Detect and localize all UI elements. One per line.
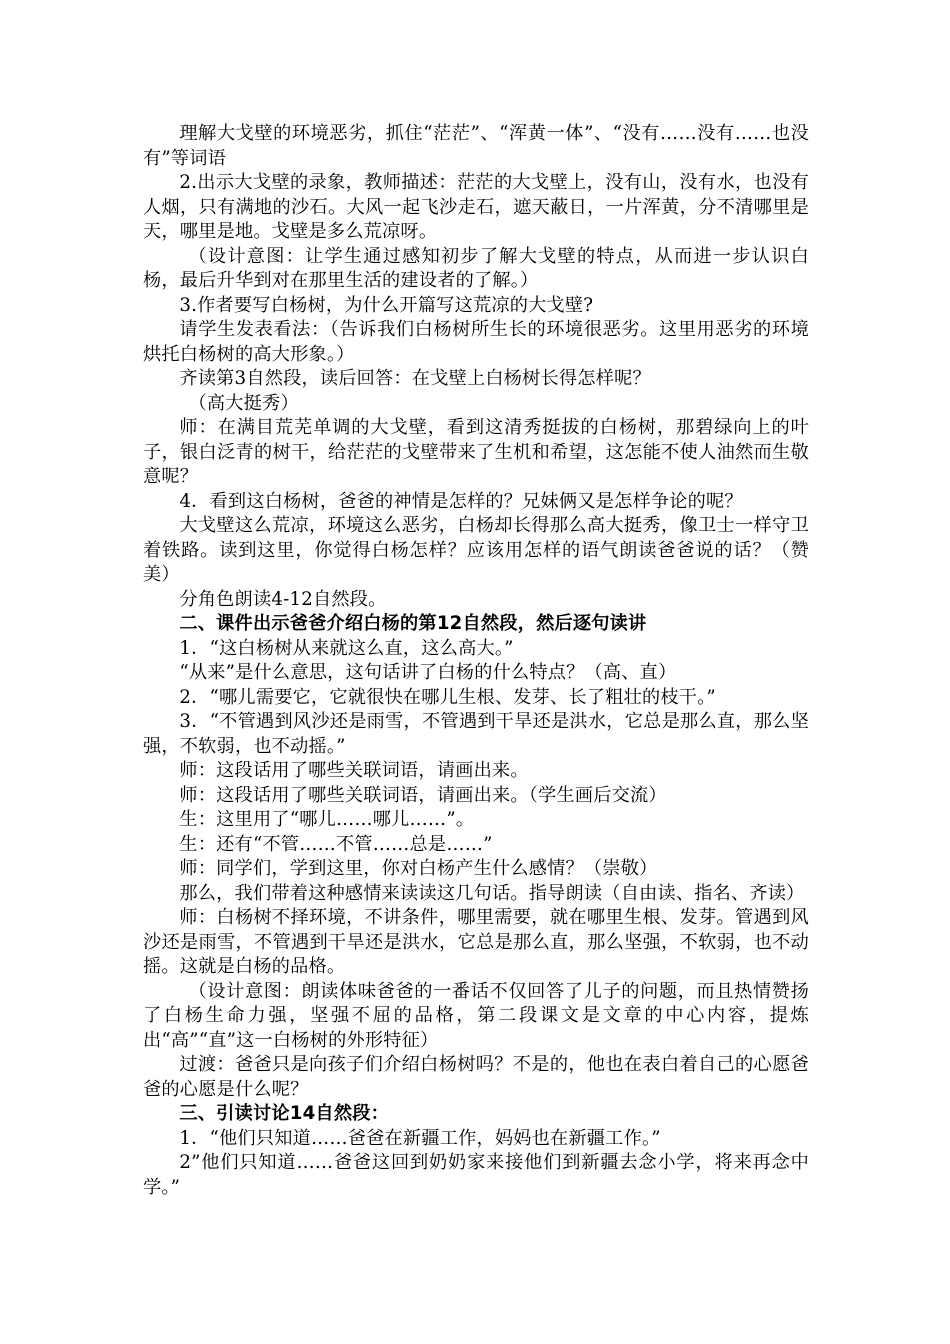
paragraph: 过渡：爸爸只是向孩子们介绍白杨树吗？不是的，他也在表白着自己的心愿爸爸的心愿是什么呢？: [143, 1054, 809, 1100]
section-heading: 二、课件出示爸爸介绍白杨的第12自然段，然后逐句读讲: [179, 613, 647, 634]
paragraph: 请学生发表看法：（告诉我们白杨树所生长的环境很恶劣。这里用恶劣的环境烘托白杨树的高大形象。）: [143, 319, 809, 365]
paragraph: 那么，我们带着这种感情来读读这几句话。指导朗读（自由读、指名、齐读）: [179, 882, 805, 904]
paragraph: 2”他们只知道……爸爸这回到奶奶家来接他们到新疆去念小学，将来再念中学。”: [143, 1152, 809, 1198]
paragraph: 齐读第3自然段，读后回答：在戈壁上白杨树长得怎样呢？: [179, 368, 651, 389]
section-heading: 三、引读讨论14自然段：: [179, 1103, 389, 1124]
paragraph: 分角色朗读4-12自然段。: [179, 588, 387, 610]
paragraph: 生：这里用了“哪儿……哪儿……”。: [179, 809, 475, 830]
paragraph: 师：同学们，学到这里，你对白杨产生什么感情？（崇敬）: [179, 858, 658, 879]
paragraph: “从来”是什么意思，这句话讲了白杨的什么特点？（高、直）: [179, 662, 677, 683]
document-page: [143, 122, 809, 1200]
paragraph: 2.出示大戈壁的录象，教师描述：茫茫的大戈壁上，没有山，没有水，也没有人烟，只有满地的沙石。大风一起飞沙走石，遮天蔽日，一片浑黄，分不清哪里是天，哪里是地。戈壁是多么荒凉呀。: [143, 172, 809, 242]
paragraph: 理解大戈壁的环境恶劣，抓住“茫茫”、“浑黄一体”、“没有……没有……也没有”等词语: [143, 123, 809, 169]
paragraph: 1．“这白杨树从来就这么直，这么高大。”: [179, 637, 514, 659]
paragraph: 师：这段话用了哪些关联词语，请画出来。: [179, 760, 529, 781]
paragraph: 师：这段话用了哪些关联词语，请画出来。（学生画后交流）: [179, 784, 667, 806]
paragraph: 3.作者要写白杨树，为什么开篇写这荒凉的大戈壁?: [179, 294, 594, 316]
paragraph: （设计意图：让学生通过感知初步了解大戈壁的特点，从而进一步认识白杨，最后升华到对在那里生活的建设者的了解。）: [143, 245, 809, 291]
paragraph: 1．“他们只知道……爸爸在新疆工作，妈妈也在新疆工作。”: [179, 1127, 661, 1149]
paragraph: 师：白杨树不择环境，不讲条件，哪里需要，就在哪里生根、发芽。管遇到风沙还是雨雪，不管遇到干旱还是洪水，它总是那么直，那么坚强，不软弱，也不动摇。这就是白杨的品格。: [143, 907, 809, 977]
paragraph: （设计意图：朗读体味爸爸的一番话不仅回答了儿子的问题，而且热情赞扬了白杨生命力强，坚强不屈的品格，第二段课文是文章的中心内容，提炼出“高”“直”这一白杨树的外形特征）: [143, 980, 809, 1051]
paragraph: 大戈壁这么荒凉，环境这么恶劣，白杨却长得那么高大挺秀，像卫士一样守卫着铁路。读到这里，你觉得白杨怎样？应该用怎样的语气朗读爸爸说的话？（赞美）: [143, 515, 809, 585]
paragraph: 2．“哪儿需要它，它就很快在哪儿生根、发芽、长了粗壮的枝干。”: [179, 686, 716, 708]
paragraph: 4．看到这白杨树，爸爸的神情是怎样的？兄妹俩又是怎样争论的呢？: [179, 490, 743, 512]
paragraph: 生：还有“不管……不管……总是……”: [179, 833, 493, 855]
paragraph: 3．“不管遇到风沙还是雨雪，不管遇到干旱还是洪水，它总是那么直，那么坚强，不软弱，也不动摇。”: [143, 711, 809, 757]
paragraph: （高大挺秀）: [188, 392, 299, 414]
paragraph: 师：在满目荒芜单调的大戈壁，看到这清秀挺拔的白杨树，那碧绿向上的叶子，银白泛青的树干，给茫茫的戈壁带来了生机和希望，这怎能不使人油然而生敬意呢？: [143, 417, 809, 487]
